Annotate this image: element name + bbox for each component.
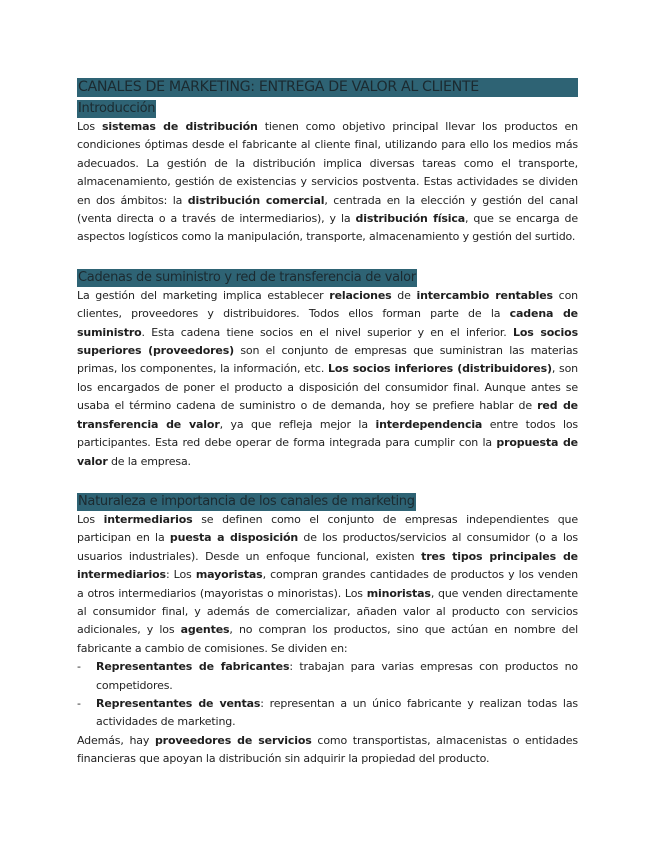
text-run: Los bbox=[77, 512, 104, 526]
section-naturaleza bbox=[77, 490, 578, 511]
text-run: se definen como el conjunto de empresas independientes que participan en la bbox=[77, 512, 578, 545]
bold-term: Representantes de ventas bbox=[96, 696, 261, 710]
list-item bbox=[77, 695, 578, 732]
bold-term: relaciones bbox=[329, 288, 392, 302]
paragraph-naturaleza bbox=[77, 511, 578, 658]
text-run: , son los encargados de poner el producto a disposición del consumidor final. Aunque antes se usaba el término cadena de suministro o de demanda, hoy se prefiere hablar de bbox=[77, 362, 578, 413]
text-run: son el conjunto de empresas que suministran las materias primas, los componentes, la información, etc. bbox=[77, 344, 578, 376]
text-run: , que se encarga de aspectos logísticos como la manipulación, transporte, almacenamiento y gestión del surtido. bbox=[77, 212, 578, 244]
bold-term: Los socios inferiores (distribuidores) bbox=[327, 362, 552, 376]
bold-term: propuesta de valor bbox=[77, 436, 578, 468]
bold-term: cadena de suministro bbox=[77, 307, 578, 339]
text-run: de bbox=[391, 288, 417, 302]
bold-term: distribución comercial bbox=[187, 193, 325, 207]
paragraph-cadenas bbox=[77, 287, 578, 471]
text-run: como transportistas, almacenistas o entidades financieras que apoyan la distribución sin adquirir la propiedad del producto. bbox=[77, 733, 578, 766]
text-run: entre todos los participantes. Esta red debe operar de forma integrada para cumplir con la bbox=[77, 417, 579, 450]
document-title: CANALES DE MARKETING: ENTREGA DE VALOR AL CLIENTE bbox=[77, 78, 578, 97]
paragraph-introduccion bbox=[77, 118, 578, 247]
bold-term: Representantes de fabricantes bbox=[96, 660, 290, 674]
document-page bbox=[77, 78, 578, 769]
bold-term: puesta a disposición bbox=[169, 531, 299, 545]
text-run: La gestión del marketing implica establecer bbox=[77, 288, 330, 302]
text-run: . Esta cadena tiene socios en el nivel superior y en el inferior. bbox=[141, 325, 514, 339]
bold-term: intermediarios bbox=[103, 512, 193, 526]
list-dash: - bbox=[77, 696, 81, 710]
section-heading: Introducción bbox=[78, 101, 156, 116]
text-run: , compran grandes cantidades de productos y los venden a otros intermediarios (mayoristas o minoristas). Los bbox=[77, 568, 578, 600]
bold-term: sistemas de distribución bbox=[101, 120, 258, 133]
bold-term: proveedores de servicios bbox=[154, 733, 312, 747]
section-cadenas bbox=[77, 266, 578, 287]
text-run: , que venden directamente al consumidor final, y además de comercializar, añaden valor al producto con servicios adicionales, y los bbox=[77, 586, 578, 637]
text-run: Además, hay bbox=[77, 733, 155, 747]
text-run: : representan a un único fabricante y realizan todas las actividades de marketing. bbox=[96, 696, 578, 729]
bold-term: intercambio rentables bbox=[416, 288, 553, 302]
bold-term: tres tipos principales de intermediarios bbox=[77, 549, 578, 582]
bold-term: interdependencia bbox=[375, 417, 483, 431]
bold-term: minoristas bbox=[366, 586, 431, 600]
bold-term: mayoristas bbox=[195, 568, 263, 582]
agent-types-list bbox=[77, 658, 578, 732]
section-heading: Cadenas de suministro y red de transferencia de valor bbox=[78, 269, 416, 285]
paragraph-proveedores bbox=[77, 732, 578, 769]
bold-term: Los socios superiores (proveedores) bbox=[77, 325, 578, 358]
text-run: , centrada en la elección y gestión del canal (venta directa o a través de intermediarios), y la bbox=[77, 193, 578, 226]
text-run: , ya que refleja mejor la bbox=[219, 417, 376, 431]
bold-term: distribución física bbox=[355, 212, 466, 226]
text-run: de los productos/servicios al consumidor (o a los usuarios industriales). Desde un enfoque funcional, existen bbox=[77, 531, 579, 563]
text-run: : Los bbox=[165, 568, 196, 582]
text-run: tienen como objetivo principal llevar los productos en condiciones óptimas desde el fabricante al cliente final, utilizando para ello los medios más adecuados. La gestión de la distribución implica diversas tareas como el transporte, almacenamiento, gestión de existencias y servicios postventa. Estas actividades se dividen en dos ámbitos: la bbox=[77, 120, 578, 207]
bold-term: red de transferencia de valor bbox=[77, 399, 578, 431]
text-run: , no compran los productos, sino que actúan en nombre del fabricante a cambio de comisiones. Se dividen en: bbox=[77, 623, 578, 655]
section-heading: Naturaleza e importancia de los canales de marketing bbox=[78, 493, 415, 509]
list-item bbox=[77, 658, 578, 695]
text-run: : trabajan para varias empresas con productos no competidores. bbox=[96, 660, 578, 692]
bold-term: agentes bbox=[180, 623, 230, 637]
text-run: Los bbox=[77, 120, 102, 133]
text-run: con clientes, proveedores y distribuidores. Todos ellos forman parte de la bbox=[77, 288, 578, 321]
text-run: de la empresa. bbox=[107, 454, 191, 468]
list-dash: - bbox=[77, 660, 81, 674]
section-introduccion bbox=[77, 97, 578, 118]
